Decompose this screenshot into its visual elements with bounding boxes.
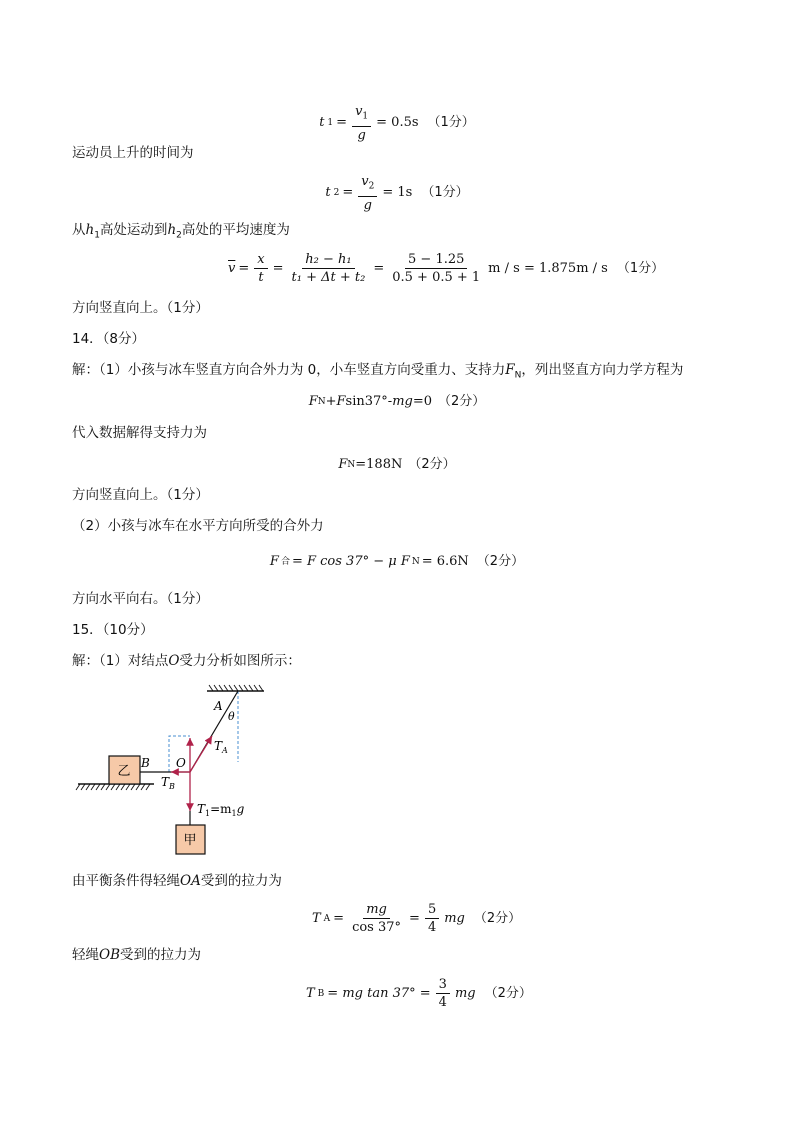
equation-ta: T A = $\frac{mg}{\cos 37^\circ}$ = $\frac{5}{4}$ mg （2分）: [312, 902, 522, 935]
label-theta: θ: [228, 710, 235, 723]
arrow-ta: [190, 736, 212, 772]
eq-rhs: = 0.5s: [376, 115, 419, 131]
force-diagram: [72, 680, 282, 860]
label-ta: $T_A$: [214, 739, 228, 755]
text-line-1: 运动员上升的时间为: [72, 145, 194, 161]
score-label: （1分）: [421, 185, 469, 201]
eq-den: g: [357, 127, 366, 143]
text-line-5: 代入数据解得支持力为: [72, 425, 207, 441]
eq-rhs: = 1s: [382, 185, 413, 201]
text-line-10: 由平衡条件得轻绳OA受到的拉力为: [72, 873, 282, 889]
equation-vertical-balance: F N + F sin37°- mg =0 （2分）: [308, 394, 486, 409]
eq-vbar: $\overline{v}$: [228, 260, 236, 276]
fraction: [358, 174, 377, 213]
eq-num-sub: 1: [362, 111, 369, 122]
score-label: （2分）: [473, 910, 522, 926]
text-line-11: 轻绳OB受到的拉力为: [72, 947, 201, 963]
equation-net-force: F 合 = F cos 37° − μ F N = 6.6N （2分）: [269, 554, 525, 569]
score-label: （1分）: [427, 115, 475, 131]
eq-den: g: [363, 197, 372, 213]
label-b: B: [141, 756, 150, 770]
ceiling: [207, 685, 264, 691]
eq-var: t: [325, 185, 331, 201]
score-label: （2分）: [484, 985, 532, 1001]
text-line-8: 方向水平向右。（1分）: [72, 591, 209, 607]
eq-rhs: m / s = 1.875m / s: [488, 260, 608, 276]
box-yi-label: 乙: [117, 764, 131, 779]
eq-sub: 2: [333, 188, 340, 199]
eq-var: t: [319, 115, 325, 131]
label-o: O: [176, 756, 186, 770]
label-tb: $T_B$: [161, 775, 175, 791]
floor: [76, 784, 154, 790]
question-14-heading: 14．（8分）: [72, 331, 146, 347]
equation-tb: T B = mg tan 37° = $\frac{3}{4}$ mg （2分）: [306, 977, 532, 1010]
equation-average-velocity: $\overline{v}$ = $\frac{x}{t}$ = $\frac{\text{h₂ − h₁}}{\text{t₁ + Δt + t₂}}$ = $\frac{5 - 1.25}{0.5 + 0.5 + 1}$ m / s = 1.875m / s （1分）: [228, 252, 665, 285]
eq-num: v: [361, 174, 369, 189]
equation-t1: t 1 = $\frac{v_1}{g}$ = 0.5s （1分）: [319, 104, 475, 143]
equation-normal-force: F N =188N （2分）: [338, 457, 456, 472]
text-line-4: 解：（1）小孩与冰车竖直方向合外力为 0，小车竖直方向受重力、支持力$F_N$，列出竖直方向力学方程为: [72, 362, 684, 381]
label-t1: $T_1=m_1g$: [197, 802, 245, 818]
question-15-heading: 15．（10分）: [72, 622, 154, 638]
score-label: （1分）: [616, 260, 665, 276]
score-label: （2分）: [438, 394, 486, 409]
eq-sub: 1: [327, 118, 334, 129]
fraction: [352, 104, 371, 143]
label-a: A: [214, 699, 223, 713]
text-line-3: 方向竖直向上。（1分）: [72, 300, 209, 316]
text-line-7: （2）小孩与冰车在水平方向所受的合外力: [72, 518, 324, 534]
score-label: （2分）: [408, 457, 456, 472]
text-line-9: 解：（1）对结点O受力分析如图所示：: [72, 653, 301, 669]
text-line-6: 方向竖直向上。（1分）: [72, 487, 209, 503]
eq-num: v: [355, 104, 363, 119]
eq-num-sub: 2: [368, 181, 375, 192]
box-jia-label: 甲: [183, 833, 197, 848]
equation-t2: t 2 = $\frac{v_2}{g}$ = 1s （1分）: [325, 174, 469, 213]
score-label: （2分）: [476, 554, 525, 569]
text-line-2: 从$h_1$高处运动到$h_2$高处的平均速度为: [72, 222, 290, 241]
